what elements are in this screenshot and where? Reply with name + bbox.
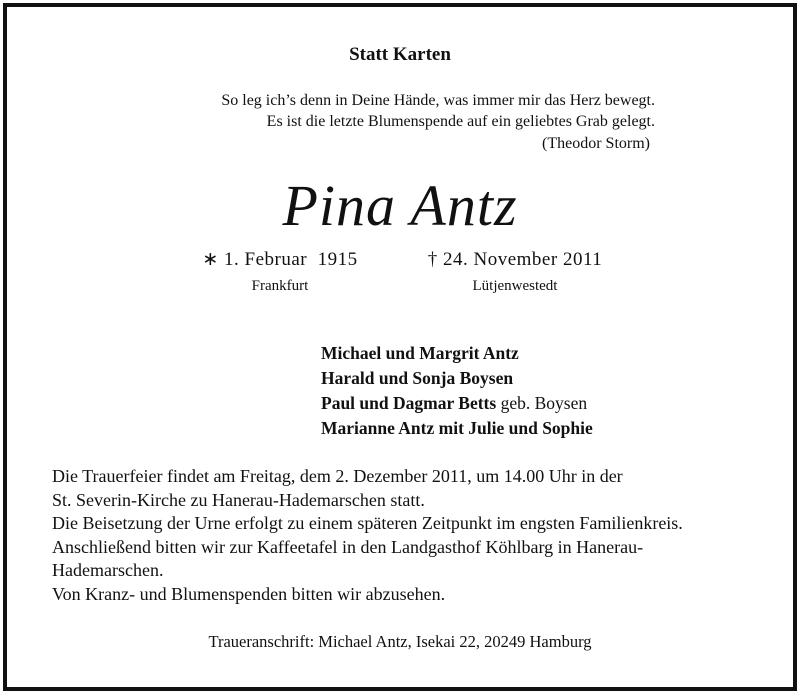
deceased-name: Pina Antz xyxy=(282,173,518,238)
family-member: Marianne Antz mit Julie und Sophie xyxy=(321,418,593,438)
death-place: Lütjenwestedt xyxy=(472,278,558,294)
death-date: † 24. November 2011 xyxy=(427,249,603,270)
quote-line-2: Es ist die letzte Blumenspende auf ein geliebtes Grab gelegt. xyxy=(266,113,655,130)
mourning-address: Traueranschrift: Michael Antz, Isekai 22, 20249 Hamburg xyxy=(208,632,592,651)
quote-line-1: So leg ich’s denn in Deine Hände, was immer mir das Herz bewegt. xyxy=(221,92,655,109)
family-member: Harald und Sonja Boysen xyxy=(321,368,514,388)
notice-heading: Statt Karten xyxy=(349,44,451,65)
body-line: Die Beisetzung der Urne erfolgt zu einem späteren Zeitpunkt im engsten Familienkreis. xyxy=(52,513,683,533)
quote-author: (Theodor Storm) xyxy=(542,135,650,152)
family-list xyxy=(321,341,593,441)
birth-place: Frankfurt xyxy=(251,278,309,294)
family-member: Paul und Dagmar Betts geb. Boysen xyxy=(321,393,588,413)
birth-date: ∗ 1. Februar 1915 xyxy=(202,249,358,270)
body-line: Anschließend bitten wir zur Kaffeetafel in den Landgasthof Köhlbarg in Hanerau- xyxy=(52,536,644,557)
body-line: Hademarschen. xyxy=(52,560,164,580)
birth-info xyxy=(200,248,360,300)
ceremony-text xyxy=(52,465,772,606)
body-line: St. Severin-Kirche zu Hanerau-Hademarschen statt. xyxy=(52,489,425,510)
family-member: Michael und Margrit Antz xyxy=(321,343,519,363)
body-line: Von Kranz- und Blumenspenden bitten wir abzusehen. xyxy=(52,583,446,604)
body-line: Die Trauerfeier findet am Freitag, dem 2. Dezember 2011, um 14.00 Uhr in der xyxy=(52,466,623,486)
death-info xyxy=(420,248,610,300)
poem-quote xyxy=(0,90,655,132)
